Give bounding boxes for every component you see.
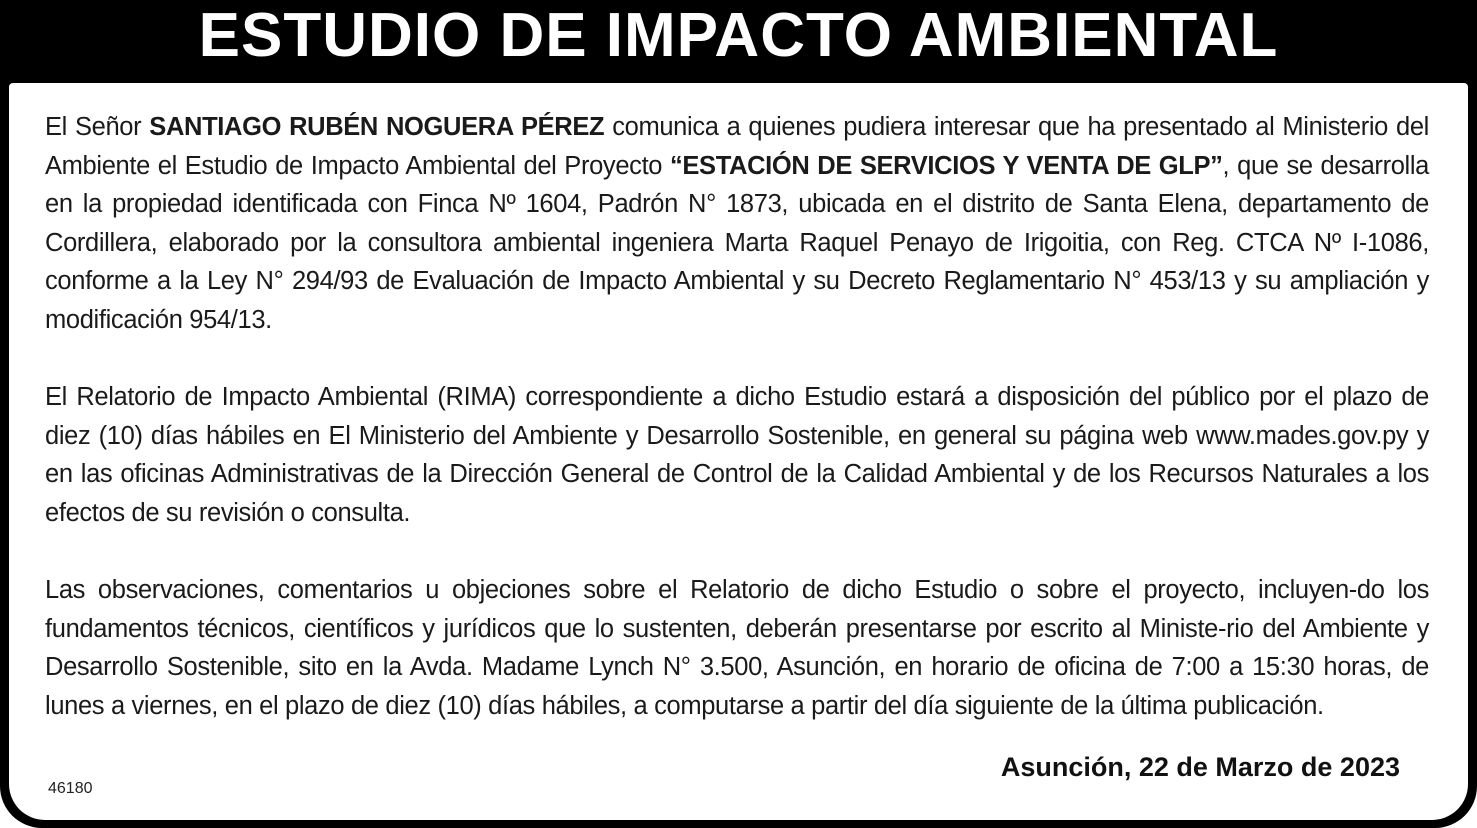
announcement-intro: El Señor (45, 113, 150, 141)
announcement-details: , que se desarrolla en la propiedad identificada con Finca Nº 1604, Padrón N° 1873, ubicada en el distrito de Santa Elena, departamento de Cordillera, elaborado por la consultora ambiental ingeniera Marta Raquel Penayo de Irigoitia, con Reg. CTCA Nº I-1086, conforme a la Ley N° 294/93 de Evaluación de Impacto Ambiental y su Decreto Reglamentario N° 453/13 y su ampliación y modificación 954/13. (45, 151, 1430, 334)
paragraph-announcement (45, 108, 1429, 340)
publication-date: Asunción, 22 de Marzo de 2023 (1000, 752, 1400, 782)
project-name: “ESTACIÓN DE SERVICIOS Y VENTA DE GLP” (669, 151, 1223, 180)
paragraph-rima-availability: El Relatorio de Impacto Ambiental (RIMA) correspondiente a dicho Estudio estará a disposición del público por el plazo de diez (10) días hábiles en El Ministerio del Ambiente y Desarrollo Sostenible, en general su página web www.mades.gov.py y en las oficinas Administrativas de la Dirección General de Control de la Calidad Ambiental y de los Recursos Naturales a los efectos de su revisión o consulta. (45, 383, 1429, 527)
paragraph-observations: Las observaciones, comentarios u objeciones sobre el Relatorio de dicho Estudio o sobre el proyecto, incluyen-do los fundamentos técnicos, científicos y jurídicos que lo sustenten, deberán presentarse por escrito al Ministe-rio del Ambiente y Desarrollo Sostenible, sito en la Avda. Madame Lynch N° 3.500, Asunción, en horario de oficina de 7:00 a 15:30 horas, de lunes a viernes, en el plazo de diez (10) días hábiles, a computarse a partir del día siguiente de la última publicación. (45, 576, 1429, 720)
proponent-name: SANTIAGO RUBÉN NOGUERA PÉREZ (149, 113, 605, 141)
announcement-text: comunica a quienes pudiera interesar que ha presentado al Ministerio del Ambiente el Estudio de Impacto Ambiental del Proyecto (45, 113, 1429, 180)
reference-number: 46180 (48, 780, 93, 797)
notice-body (45, 108, 1429, 726)
notice-title: ESTUDIO DE IMPACTO AMBIENTAL (198, 1, 1279, 70)
